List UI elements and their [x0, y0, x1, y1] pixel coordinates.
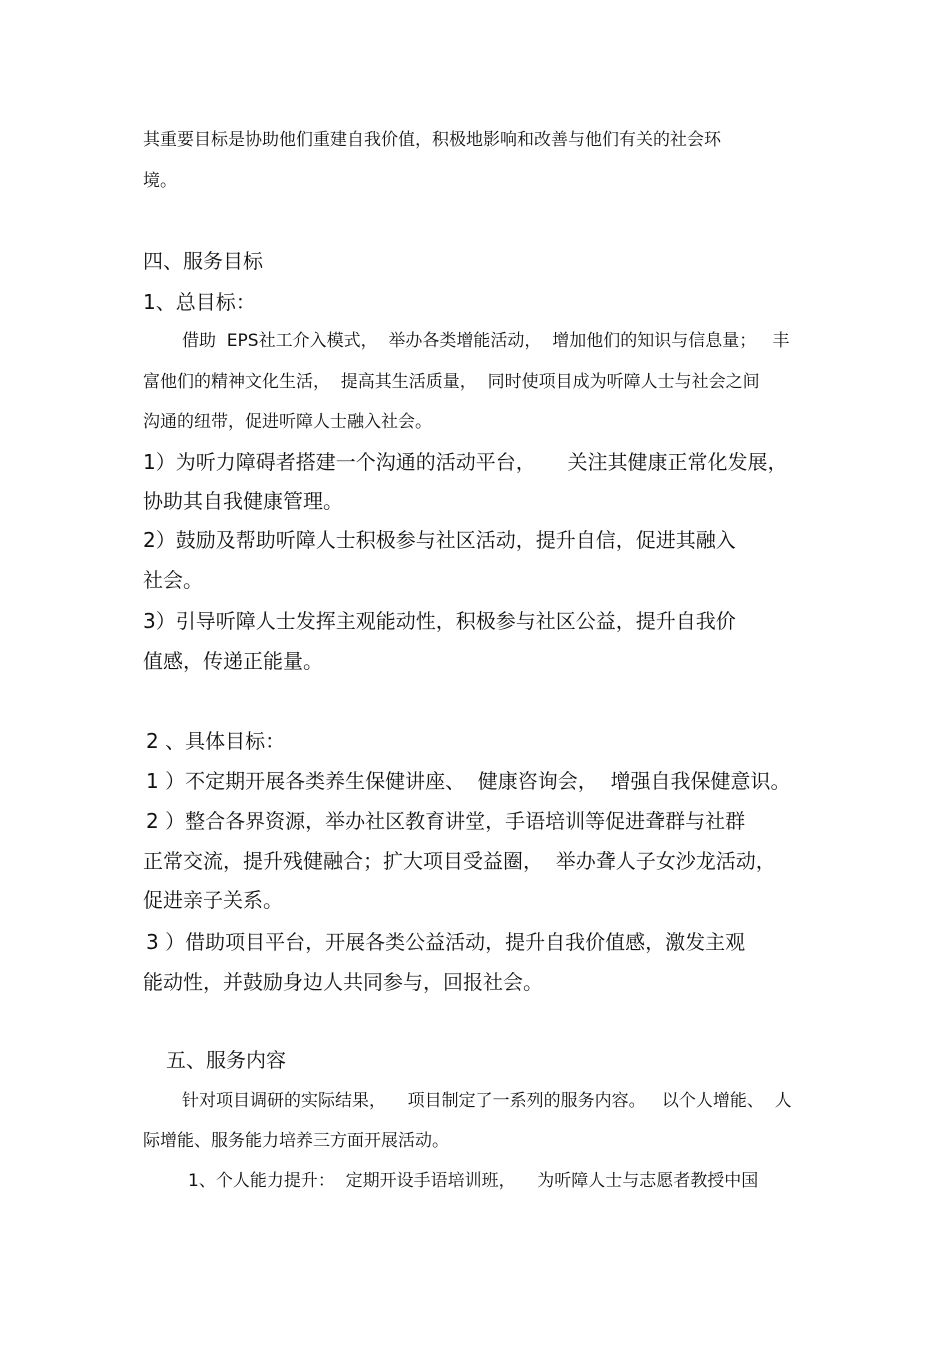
- list-item-continuation: 促进亲子关系。: [143, 888, 283, 912]
- list-item: 1）为听力障碍者搭建一个沟通的活动平台， 关注其健康正常化发展，: [143, 450, 788, 474]
- paragraph-line: 境。: [143, 171, 177, 191]
- list-item-continuation: 社会。: [143, 568, 203, 592]
- paragraph-line: 针对项目调研的实际结果， 项目制定了一系列的服务内容。 以个人增能、 人: [182, 1091, 792, 1111]
- section-heading: 四、服务目标: [143, 249, 263, 273]
- list-item: 3 ）借助项目平台，开展各类公益活动，提升自我价值感，激发主观: [146, 930, 746, 954]
- paragraph-line: 借助 EPS社工介入模式， 举办各类增能活动， 增加他们的知识与信息量； 丰: [182, 331, 790, 351]
- paragraph-line: 1、个人能力提升： 定期开设手语培训班， 为听障人士与志愿者教授中国: [188, 1171, 759, 1191]
- list-item-continuation: 协助其自我健康管理。: [143, 489, 343, 513]
- paragraph-line: 沟通的纽带，促进听障人士融入社会。: [143, 412, 432, 432]
- list-item: 2）鼓励及帮助听障人士积极参与社区活动，提升自信，促进其融入: [143, 528, 736, 552]
- list-item: 3）引导听障人士发挥主观能动性，积极参与社区公益，提升自我价: [143, 609, 736, 633]
- list-item-continuation: 能动性，并鼓励身边人共同参与，回报社会。: [143, 970, 543, 994]
- list-item-continuation: 正常交流，提升残健融合；扩大项目受益圈， 举办聋人子女沙龙活动，: [143, 849, 776, 873]
- list-item: 2 ）整合各界资源，举办社区教育讲堂，手语培训等促进聋群与社群: [146, 809, 746, 833]
- paragraph-line: 富他们的精神文化生活， 提高其生活质量， 同时使项目成为听障人士与社会之间: [143, 372, 760, 392]
- paragraph-line: 际增能、服务能力培养三方面开展活动。: [143, 1131, 449, 1151]
- paragraph-line: 其重要目标是协助他们重建自我价值，积极地影响和改善与他们有关的社会环: [143, 130, 721, 150]
- list-item-continuation: 值感，传递正能量。: [143, 649, 323, 673]
- section-heading: 五、服务内容: [166, 1048, 286, 1072]
- subsection-heading: 2 、具体目标：: [146, 729, 286, 753]
- subsection-heading: 1、总目标：: [143, 290, 256, 314]
- list-item: 1 ）不定期开展各类养生保健讲座、 健康咨询会， 增强自我保健意识。: [146, 769, 791, 793]
